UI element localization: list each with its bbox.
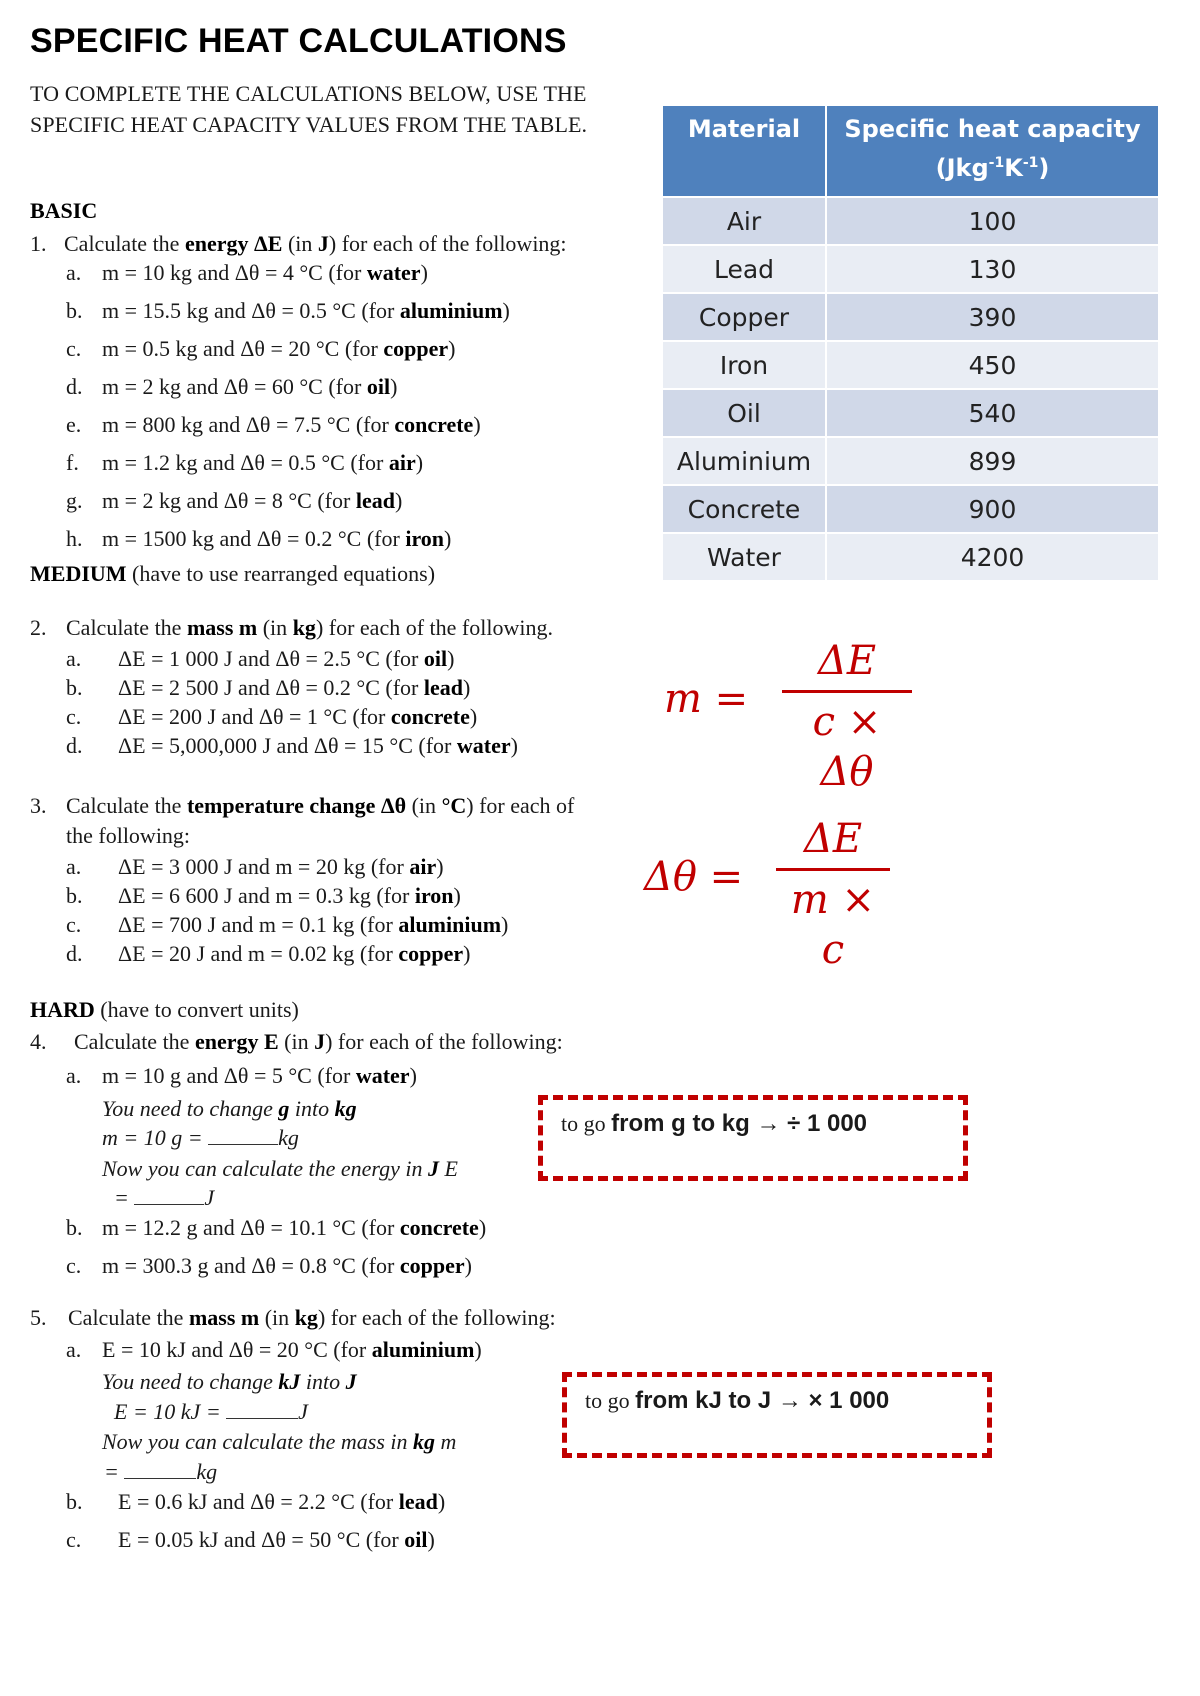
list-item: e. m = 800 kg and Δθ = 7.5 °C (for concrete) xyxy=(66,412,481,437)
table-row xyxy=(663,485,1158,533)
list-item: a. m = 10 kg and Δθ = 4 °C (for water) xyxy=(66,260,428,285)
table-row xyxy=(663,197,1158,245)
hint-mass: Now you can calculate the mass in kg m xyxy=(102,1429,457,1454)
formula-temp-lhs: Δθ = xyxy=(644,854,744,900)
answer-blank[interactable] xyxy=(134,1184,204,1205)
list-item: g. m = 2 kg and Δθ = 8 °C (for lead) xyxy=(66,488,403,513)
intro-text: TO COMPLETE THE CALCULATIONS BELOW, USE THE SPECIFIC HEAT CAPACITY VALUES FROM THE TABLE. xyxy=(30,81,588,137)
list-item: b. m = 12.2 g and Δθ = 10.1 °C (for concrete) xyxy=(66,1215,487,1240)
formula-mass-denominator: c × Δθ xyxy=(812,699,882,795)
callout-g-to-kg xyxy=(538,1095,968,1181)
list-item: h. m = 1500 kg and Δθ = 0.2 °C (for iron) xyxy=(66,526,452,551)
hint-energy-j: E = 10 kJ = J xyxy=(114,1399,308,1424)
fraction-bar xyxy=(776,868,890,871)
material-cell: Iron xyxy=(663,341,826,389)
material-cell: Aluminium xyxy=(663,437,826,485)
table-row xyxy=(663,341,1158,389)
hint-energy: Now you can calculate the energy in J E xyxy=(102,1156,458,1181)
table-row xyxy=(663,437,1158,485)
section-hard-heading: HARD (have to convert units) xyxy=(30,997,299,1022)
header-specific-heat xyxy=(826,106,1158,197)
list-item: c. ΔE = 700 J and m = 0.1 kg (for aluminium) xyxy=(66,912,509,937)
material-cell: Water xyxy=(663,533,826,580)
question-4: 4. Calculate the energy E (in J) for each of the following: xyxy=(30,1029,563,1054)
header-material: Material xyxy=(663,106,826,197)
material-cell: Concrete xyxy=(663,485,826,533)
hint-convert-kj: You need to change kJ into J xyxy=(102,1369,357,1394)
specific-heat-table xyxy=(663,106,1158,580)
fraction-bar xyxy=(782,690,912,693)
value-cell: 130 xyxy=(826,245,1158,293)
material-cell: Oil xyxy=(663,389,826,437)
material-cell: Lead xyxy=(663,245,826,293)
formula-temp-numerator: ΔE xyxy=(803,816,863,862)
formula-temp-denominator: m × c xyxy=(790,877,876,973)
formula-mass-lhs: m = xyxy=(664,676,749,722)
value-cell: 450 xyxy=(826,341,1158,389)
hint-mass-answer: = kg xyxy=(104,1459,218,1484)
list-item: b. ΔE = 2 500 J and Δθ = 0.2 °C (for lead) xyxy=(66,675,471,700)
list-item: c. ΔE = 200 J and Δθ = 1 °C (for concrete) xyxy=(66,704,478,729)
question-1: 1. Calculate the energy ΔE (in J) for each of the following: xyxy=(30,231,567,256)
value-cell: 899 xyxy=(826,437,1158,485)
value-cell: 540 xyxy=(826,389,1158,437)
list-item: f. m = 1.2 kg and Δθ = 0.5 °C (for air) xyxy=(66,450,424,475)
material-cell: Copper xyxy=(663,293,826,341)
value-cell: 390 xyxy=(826,293,1158,341)
formula-temp-fraction xyxy=(776,814,890,975)
formula-mass-fraction xyxy=(782,636,912,797)
list-item: a. ΔE = 1 000 J and Δθ = 2.5 °C (for oil) xyxy=(66,646,455,671)
header-specific-heat-label: Specific heat capacity xyxy=(844,115,1141,143)
answer-blank[interactable] xyxy=(124,1458,196,1479)
table-row xyxy=(663,245,1158,293)
question-2: 2. Calculate the mass m (in kg) for each of the following. xyxy=(30,615,553,640)
list-item: b. E = 0.6 kJ and Δθ = 2.2 °C (for lead) xyxy=(66,1489,446,1514)
page-title: SPECIFIC HEAT CALCULATIONS xyxy=(30,22,567,60)
list-item: c. m = 0.5 kg and Δθ = 20 °C (for copper) xyxy=(66,336,456,361)
section-medium-heading: MEDIUM (have to use rearranged equations) xyxy=(30,561,436,586)
value-cell: 4200 xyxy=(826,533,1158,580)
table-row xyxy=(663,533,1158,580)
value-cell: 900 xyxy=(826,485,1158,533)
question-5: 5. Calculate the mass m (in kg) for each of the following: xyxy=(30,1305,556,1330)
table-row xyxy=(663,293,1158,341)
list-item: a. m = 10 g and Δθ = 5 °C (for water) xyxy=(66,1063,417,1088)
hint-mass-kg: m = 10 g = kg xyxy=(102,1125,299,1150)
callout-kj-to-j-text: to go from kJ to J → × 1 000 xyxy=(585,1387,890,1414)
list-item: a. E = 10 kJ and Δθ = 20 °C (for aluminium) xyxy=(66,1337,482,1362)
header-units: $(Jkg^{-1}K^{-1})$ xyxy=(935,154,1050,182)
callout-g-to-kg-text: to go from g to kg → ÷ 1 000 xyxy=(561,1110,868,1137)
list-item: b. m = 15.5 kg and Δθ = 0.5 °C (for aluminium) xyxy=(66,298,510,323)
answer-blank[interactable] xyxy=(208,1124,278,1145)
list-item: c. m = 300.3 g and Δθ = 0.8 °C (for copper) xyxy=(66,1253,472,1278)
table-row xyxy=(663,389,1158,437)
answer-blank[interactable] xyxy=(226,1398,298,1419)
hint-convert-g: You need to change g into kg xyxy=(102,1096,357,1121)
value-cell: 100 xyxy=(826,197,1158,245)
list-item: d. ΔE = 5,000,000 J and Δθ = 15 °C (for water) xyxy=(66,733,518,758)
list-item: d. ΔE = 20 J and m = 0.02 kg (for copper) xyxy=(66,941,471,966)
list-item: b. ΔE = 6 600 J and m = 0.3 kg (for iron) xyxy=(66,883,461,908)
list-item: d. m = 2 kg and Δθ = 60 °C (for oil) xyxy=(66,374,398,399)
material-cell: Air xyxy=(663,197,826,245)
question-3-continued: the following: xyxy=(66,823,191,848)
callout-kj-to-j xyxy=(562,1372,992,1458)
list-item: c. E = 0.05 kJ and Δθ = 50 °C (for oil) xyxy=(66,1527,435,1552)
section-basic-heading: BASIC xyxy=(30,198,98,223)
list-item: a. ΔE = 3 000 J and m = 20 kg (for air) xyxy=(66,854,444,879)
formula-mass-numerator: ΔE xyxy=(817,638,877,684)
hint-energy-answer: = J xyxy=(114,1185,215,1210)
question-3: 3. Calculate the temperature change Δθ (in °C) for each of xyxy=(30,793,575,818)
